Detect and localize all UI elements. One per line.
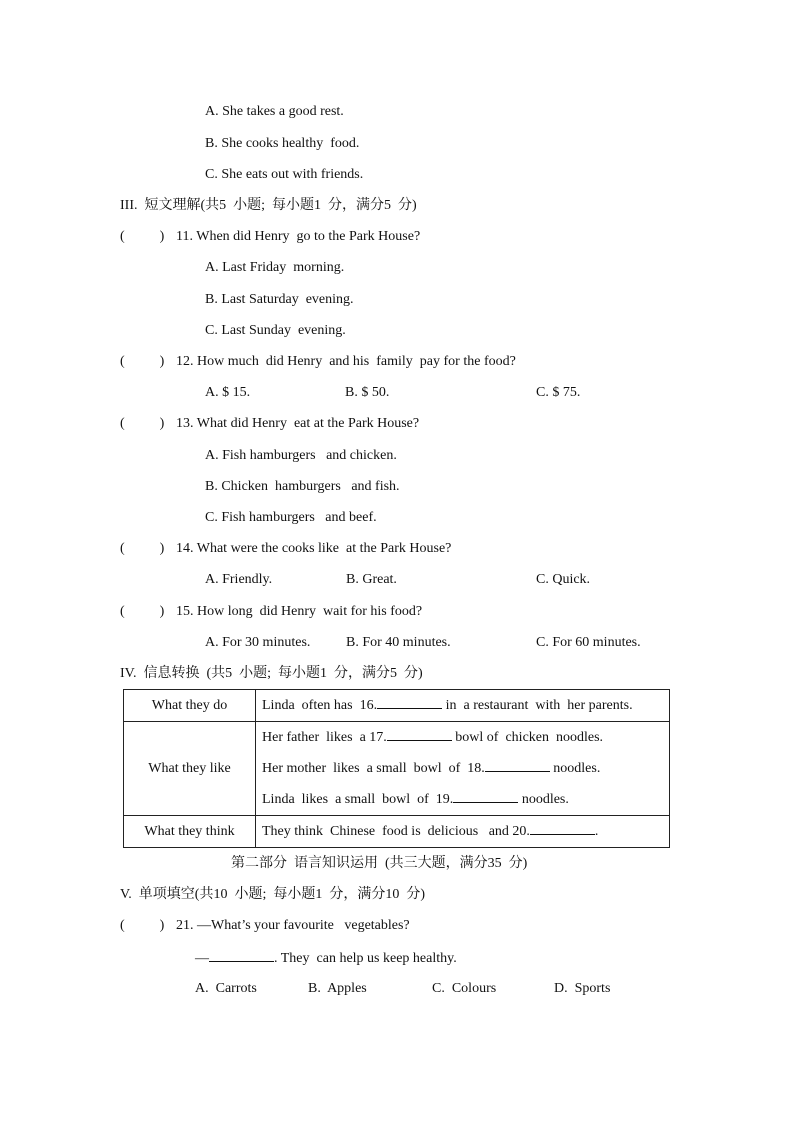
table-row [124, 722, 670, 816]
q10-option-c: C. She eats out with friends. [205, 167, 364, 182]
row-content [256, 690, 670, 722]
q15-option-b: B. For 40 minutes. [346, 635, 451, 650]
blank-20[interactable] [530, 821, 595, 835]
q15-answer-paren: ( ) [120, 604, 165, 619]
blank-19[interactable] [453, 789, 518, 803]
row-content [256, 816, 670, 848]
section-5-title: V. 单项填空(共10 小题; 每小题1 分，满分10 分) [120, 887, 426, 902]
row-label-what-they-like: What they like [124, 722, 256, 816]
q11-stem: 11. When did Henry go to the Park House? [176, 229, 421, 244]
q21-stem: 21. —What’s your favourite vegetables? [176, 918, 410, 933]
q14-option-b: B. Great. [346, 572, 397, 587]
q13-option-a: A. Fish hamburgers and chicken. [205, 448, 397, 463]
blank-16-prefix: Linda often has 16. [262, 698, 378, 713]
q12-option-c: C. $ 75. [536, 385, 581, 400]
blank-18-suffix: noodles. [549, 761, 601, 776]
q11-option-c: C. Last Sunday evening. [205, 323, 346, 338]
section-3-title: III. 短文理解(共5 小题; 每小题1 分，满分5 分) [120, 198, 417, 213]
q14-answer-paren: ( ) [120, 541, 165, 556]
q12-option-a: A. $ 15. [205, 385, 251, 400]
section-4-title: IV. 信息转换 (共5 小题; 每小题1 分，满分5 分) [120, 666, 423, 681]
q10-option-a: A. She takes a good rest. [205, 104, 344, 119]
q11-option-a: A. Last Friday morning. [205, 260, 345, 275]
q11-answer-paren: ( ) [120, 229, 165, 244]
q21-blank[interactable] [209, 948, 274, 962]
q12-answer-paren: ( ) [120, 354, 165, 369]
q21-option-c: C. Colours [432, 981, 497, 996]
row-content [256, 722, 670, 816]
blank-17-prefix: Her father likes a 17. [262, 730, 387, 745]
q21-option-d: D. Sports [554, 981, 611, 996]
blank-20-suffix: . [594, 824, 599, 839]
q21-reply [195, 948, 457, 968]
blank-16[interactable] [377, 695, 442, 709]
q21-answer-paren: ( ) [120, 918, 165, 933]
q21-reply-rest: . They can help us keep healthy. [274, 951, 457, 966]
q14-option-a: A. Friendly. [205, 572, 273, 587]
q21-reply-dash: — [195, 951, 209, 966]
blank-17[interactable] [387, 727, 452, 741]
blank-19-suffix: noodles. [518, 792, 569, 807]
q13-answer-paren: ( ) [120, 416, 165, 431]
blank-18[interactable] [485, 758, 550, 772]
q15-option-a: A. For 30 minutes. [205, 635, 311, 650]
table-row [124, 816, 670, 848]
q13-option-c: C. Fish hamburgers and beef. [205, 510, 377, 525]
q21-option-a: A. Carrots [195, 981, 257, 996]
blank-19-prefix: Linda likes a small bowl of 19. [262, 792, 454, 807]
q13-option-b: B. Chicken hamburgers and fish. [205, 479, 400, 494]
blank-17-suffix: bowl of chicken noodles. [451, 730, 604, 745]
info-transfer-table [123, 689, 670, 848]
q10-option-b: B. She cooks healthy food. [205, 136, 360, 151]
q21-option-b: B. Apples [308, 981, 367, 996]
q11-option-b: B. Last Saturday evening. [205, 292, 354, 307]
part-2-title: 第二部分 语言知识运用 (共三大题，满分35 分) [231, 856, 528, 871]
q13-stem: 13. What did Henry eat at the Park House? [176, 416, 420, 431]
q14-option-c: C. Quick. [536, 572, 591, 587]
blank-20-prefix: They think Chinese food is delicious and 20. [262, 824, 530, 839]
row-label-what-they-think: What they think [124, 816, 256, 848]
q15-stem: 15. How long did Henry wait for his food? [176, 604, 423, 619]
table-row [124, 690, 670, 722]
q12-stem: 12. How much did Henry and his family pay for the food? [176, 354, 516, 369]
q12-option-b: B. $ 50. [345, 385, 390, 400]
row-label-what-they-do: What they do [124, 690, 256, 722]
blank-16-suffix: in a restaurant with her parents. [442, 698, 633, 713]
q15-option-c: C. For 60 minutes. [536, 635, 641, 650]
blank-18-prefix: Her mother likes a small bowl of 18. [262, 761, 485, 776]
q14-stem: 14. What were the cooks like at the Park House? [176, 541, 452, 556]
